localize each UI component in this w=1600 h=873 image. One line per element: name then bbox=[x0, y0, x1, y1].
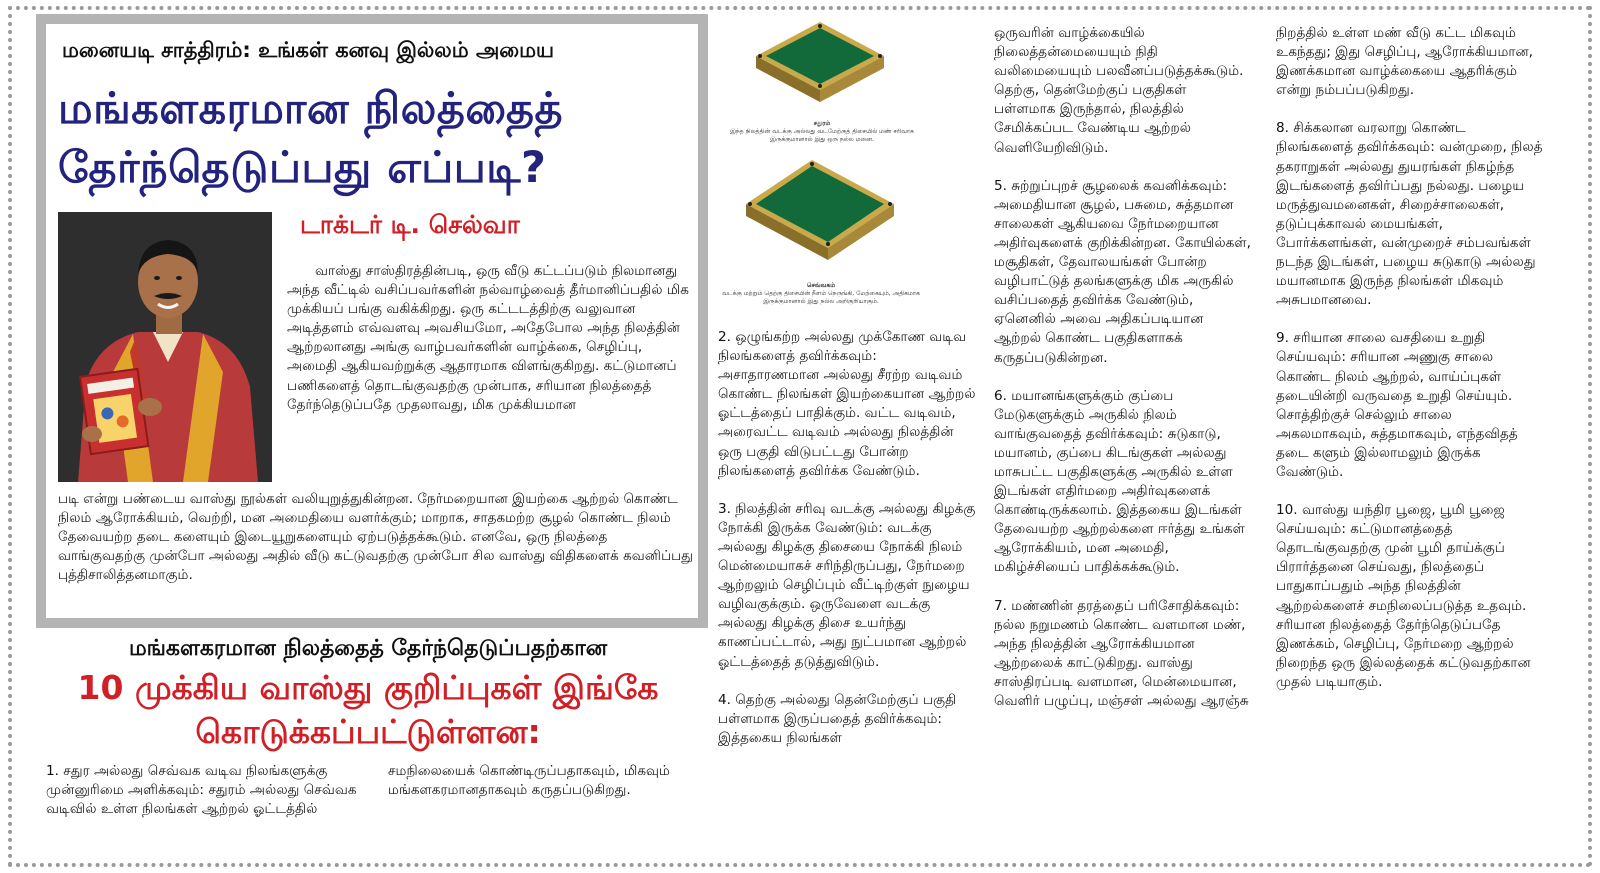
tip-7: 7. மண்ணின் தரத்தைப் பரிசோதிக்கவும்: நல்ல நறுமணம் கொண்ட வளமான மண், அந்த நிலத்தின் ஆரோக்கியமான ஆற்றலைக் காட்டுகிறது. வாஸ்து சாஸ்திரப்படி வளமான, மென்மையான, வெளிர் பழுப்பு, மஞ்சள் அல்லது ஆரஞ்சு bbox=[994, 597, 1249, 709]
tip-10: 10. வாஸ்து யந்திர பூஜை, பூமி பூஜை செய்யவும்: கட்டுமானத்தைத் தொடங்குவதற்கு முன் பூமி தாய்க்குப் பிரார்த்தனை செய்வது, நிலத்தைப் பாதுகாப்பதும் அந்த நிலத்தின் ஆற்றல்களைச் சமநிலைப்படுத்த உதவும். சரியான நிலத்தைத் தேர்ந்தெடுப்பதே இணக்கம், செழிப்பு, நேர்மறை ஆற்றல் நிறைந்த ஒரு இல்லத்தைக் கட்டுவதற்கான முதல் படியாகும். bbox=[1276, 502, 1531, 690]
column-tips-2-4 bbox=[718, 328, 976, 767]
headline-line-2: தேர்ந்தெடுப்பது எப்படி? bbox=[58, 143, 547, 193]
tip-8: 8. சிக்கலான வரலாறு கொண்ட நிலங்களைத் தவிர்க்கவும்: வன்முறை, நிலத் தகராறுகள் அல்லது துயரங்கள் நிகழ்ந்த இடங்களைத் தவிர்ப்பது நல்லது. பழைய மருத்துவமனைகள், சிறைச்சாலைகள், தடுப்புக்காவல் மையங்கள், போர்க்களங்கள், வன்முறைச் சம்பவங்கள் நடந்த இடங்கள், பழைய சுடுகாடு அல்லது மயானமாக இருந்த நிலங்கள் மிகவும் அசுபமானவை. bbox=[1276, 120, 1543, 309]
square-plot-caption bbox=[722, 120, 922, 144]
tips-heading-line-2: 10 முக்கிய வாஸ்து குறிப்புகள் இங்கே bbox=[77, 668, 659, 707]
square-plot-text: இந்த நிலத்தின் வடக்கு அல்லது வடமேற்குத் திசையில் மண் சரிவாக இருக்குமானால் இது ஒரு நல்ல மனை. bbox=[730, 128, 914, 143]
tip-4: 4. தெற்கு அல்லது தென்மேற்குப் பகுதி பள்ளமாக இருப்பதைத் தவிர்க்கவும்: இத்தகைய நிலங்கள் bbox=[718, 691, 957, 746]
tip-2: 2. ஒழுங்கற்ற அல்லது முக்கோண வடிவ நிலங்களைத் தவிர்க்கவும்: அசாதாரணமான அல்லது சீரற்ற வடிவம் கொண்ட நிலங்கள் இயற்கையான ஆற்றல் ஓட்டத்தைப் பாதிக்கும். வட்ட வடிவம், அரைவட்ட வடிவம் அல்லது நிலத்தின் ஒரு பகுதி விடுபட்டது போன்ற நிலங்களைத் தவிர்க்க வேண்டும். bbox=[718, 329, 976, 479]
author-photo-illustration bbox=[58, 212, 272, 482]
tip-7-continued: நிறத்தில் உள்ள மண் வீடு கட்ட மிகவும் உகந்தது; இது செழிப்பு, ஆரோக்கியமான, இணக்கமான வாழ்க்கையை ஆதரிக்கும் என்று நம்பப்படுகிறது. bbox=[1276, 25, 1533, 99]
column-tips-7-10 bbox=[1276, 24, 1544, 711]
intro-paragraph-part-2: படி என்று பண்டைய வாஸ்து நூல்கள் வலியுறுத்துகின்றன. நேர்மறையான இயற்கை ஆற்றல் கொண்ட நிலம் ஆரோக்கியம், வெற்றி, மன அமைதியை வளர்க்கும்; மாறாக, சாதகமற்ற சூழல் கொண்ட நிலம் தேவையற்ற தடை களையும் இடையூறுகளையும் ஏற்படுத்தக்கூடும். எனவே, ஒரு நிலத்தை வாங்குவதற்கு முன்போ அல்லது அதில் வீடு கட்டுவதற்கு முன்போ சில வாஸ்து விதிகளைக் கவனிப்பது புத்திசாலித்தனமாகும். bbox=[58, 491, 694, 584]
intro-paragraph-part-1: வாஸ்து சாஸ்திரத்தின்படி, ஒரு வீடு கட்டப்படும் நிலமானது அந்த வீட்டில் வசிப்பவர்களின் நல்வாழ்வைத் தீர்மானிப்பதில் மிக முக்கியப் பங்கு வகிக்கிறது. ஒரு கட்டடத்திற்கு வலுவான அடித்தளம் எவ்வளவு அவசியமோ, அதேபோல அந்த நிலத்தின் ஆற்றலானது அங்கு வாழ்பவர்களின் வாழ்க்கை, செழிப்பு, அமைதி ஆகியவற்றுக்கு ஆதாரமாக விளங்குகிறது. கட்டுமானப் பணிகளைத் தொடங்குவதற்கு முன்பாக, சரியான நிலத்தைத் தேர்ந்தெடுப்பதே முதலாவது, மிக முக்கியமான bbox=[287, 263, 689, 413]
tips-heading-line-1: மங்களகரமான நிலத்தைத் தேர்ந்தெடுப்பதற்கான bbox=[128, 636, 608, 661]
tip-1-part-b bbox=[388, 762, 698, 819]
author-byline: டாக்டர் டி. செல்வா bbox=[300, 210, 520, 239]
tips-heading-line-3: கொடுக்கப்பட்டுள்ளன: bbox=[195, 712, 541, 751]
tip-3: 3. நிலத்தின் சரிவு வடக்கு அல்லது கிழக்கு நோக்கி இருக்க வேண்டும்: வடக்கு அல்லது கிழக்கு திசையை நோக்கி நிலம் மென்மையாகச் சரிந்திருப்பது, நேர்மறை ஆற்றலும் செழிப்பும் வீட்டிற்குள் நுழைய வழிவகுக்கும். ஒருவேளை வடக்கு அல்லது கிழக்கு திசை உயர்ந்து காணப்பட்டால், அது நுட்பமான ஆற்றல் ஓட்டத்தைத் தடுத்துவிடும். bbox=[718, 500, 976, 670]
rectangle-plot-caption bbox=[716, 282, 926, 306]
tip-9: 9. சரியான சாலை வசதியை உறுதி செய்யவும்: சரியான அணுகு சாலை கொண்ட நிலம் ஆற்றல், வாய்ப்புகள் தடையின்றி வருவதை உறுதி செய்யும். சொத்திற்குச் செல்லும் சாலை அகலமாகவும், சுத்தமாகவும், எந்தவிதத் தடை களும் இல்லாமலும் இருக்க வேண்டும். bbox=[1276, 330, 1518, 480]
author-photo bbox=[58, 212, 272, 482]
rectangle-plot-title: செவ்வகம் bbox=[806, 282, 836, 289]
tip-1-part-a bbox=[46, 762, 366, 838]
headline-line-1: மங்களகரமான நிலத்தைத் bbox=[58, 84, 564, 134]
tip-6: 6. மயானங்களுக்கும் குப்பை மேடுகளுக்கும் அருகில் நிலம் வாங்குவதைத் தவிர்க்கவும்: சுடுகாடு, மயானம், குப்பை கிடங்குகள் அல்லது மாசுபட்ட பகுதிகளுக்கு அருகில் உள்ள இடங்கள் எதிர்மறை அதிர்வுகளைக் கொண்டிருக்கலாம். இத்தகைய இடங்கள் தேவையற்ற ஆற்றல்களை ஈர்த்து உங்கள் ஆரோக்கியம், மன அமைதி, மகிழ்ச்சியைப் பாதிக்கக்கூடும். bbox=[994, 387, 1245, 576]
rectangle-plot-text: வடக்கு மற்றும் தெற்கு திசையின் நீளம் நெருங்கி, மேற்கையும், அதிகமாக இருக்குமானால் இது நல்ல அறிகுறியாகும். bbox=[722, 290, 920, 305]
tip-1-text: 1. சதுர அல்லது செவ்வக வடிவ நிலங்களுக்கு முன்னுரிமை அளிக்கவும்: சதுரம் அல்லது செவ்வக வடிவில் உள்ள நிலங்கள் ஆற்றல் ஓட்டத்தில் bbox=[46, 763, 357, 818]
tip-5: 5. சுற்றுப்புறச் சூழலைக் கவனிக்கவும்: அமைதியான சூழல், பசுமை, சுத்தமான சாலைகள் ஆகியவை நேர்மறையான அதிர்வுகளைக் குறிக்கின்றன. கோயில்கள், மசூதிகள், தேவாலயங்கள் போன்ற வழிபாட்டுத் தலங்களுக்கு மிக அருகில் வசிப்பதைத் தவிர்க்க வேண்டும், ஏனெனில் அவை அதிகப்படியான ஆற்றல் கொண்ட பகுதிகளாகக் கருதப்படுகின்றன. bbox=[994, 177, 1251, 366]
tip-4-continued: ஒருவரின் வாழ்க்கையில் நிலைத்தன்மையையும் நிதி வலிமையையும் பலவீனப்படுத்தக்கூடும். தெற்கு, தென்மேற்குப் பகுதிகள் பள்ளமாக இருந்தால், நிலத்தில் சேமிக்கப்பட வேண்டிய ஆற்றல் வெளியேறிவிடும். bbox=[994, 25, 1244, 156]
kicker: மனையடி சாத்திரம்: உங்கள் கனவு இல்லம் அமைய bbox=[62, 38, 555, 62]
tip-1-continued: சமநிலையைக் கொண்டிருப்பதாகவும், மிகவும் மங்களகரமானதாகவும் கருதப்படுகிறது. bbox=[388, 763, 670, 799]
rectangle-plot-diagram bbox=[742, 156, 898, 274]
square-plot-diagram bbox=[752, 18, 888, 118]
square-plot-title: சதுரம் bbox=[813, 120, 831, 127]
column-tips-4-7 bbox=[994, 24, 1252, 730]
